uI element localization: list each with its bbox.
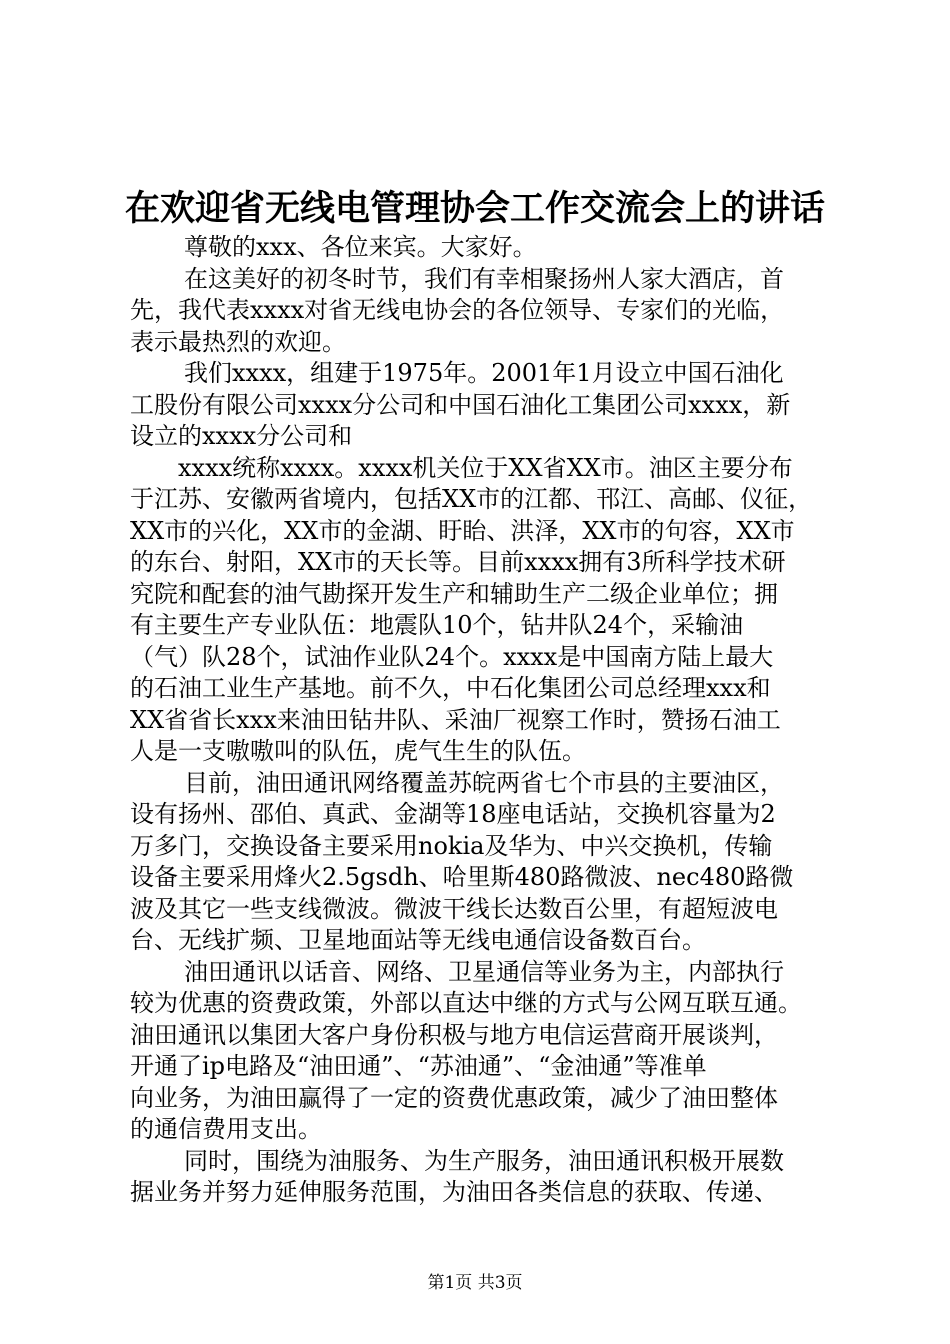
text-line: 在这美好的初冬时节，我们有幸相聚扬州人家大酒店，首 — [184, 264, 784, 293]
text-line: 目前，油田通讯网络覆盖苏皖两省七个市县的主要油区， — [184, 768, 784, 797]
document-title: 在欢迎省无线电管理协会工作交流会上的讲话 — [124, 188, 825, 229]
document-body — [130, 232, 830, 1209]
text-line: 万多门，交换设备主要采用nokia及华为、中兴交换机，传输 — [130, 831, 773, 860]
text-line: 工股份有限公司xxxx分公司和中国石油化工集团公司xxxx，新 — [130, 390, 791, 419]
text-line: 设备主要采用烽火2.5gsdh、哈里斯480路微波、nec480路微 — [130, 863, 794, 891]
text-line: 油田通讯以话音、网络、卫星通信等业务为主，内部执行 — [184, 957, 784, 986]
paragraph-network — [130, 768, 830, 957]
paragraph-overview — [130, 453, 830, 768]
text-line: XX市的兴化，XX市的金湖、盱眙、洪泽，XX市的句容，XX市 — [130, 516, 795, 545]
text-line: 先，我代表xxxx对省无线电协会的各位领导、专家们的光临， — [130, 296, 785, 324]
text-line: XX省省长xxx来油田钻井队、采油厂视察工作时，赞扬石油工 — [130, 705, 781, 734]
text-line: 的石油工业生产基地。前不久，中石化集团公司总经理xxx和 — [130, 674, 771, 702]
text-line: 向业务，为油田赢得了一定的资费优惠政策，减少了油田整体 — [130, 1083, 778, 1112]
text-line: 开通了ip电路及“油田通”、“苏油通”、“金油通”等准单 — [130, 1052, 707, 1080]
text-line: 设立的xxxx分公司和 — [130, 422, 353, 450]
text-line: 油田通讯以集团大客户身份积极与地方电信运营商开展谈判， — [130, 1020, 778, 1049]
text-line: 台、无线扩频、卫星地面站等无线电通信设备数百台。 — [130, 926, 706, 954]
text-line: 尊敬的xxx、各位来宾。大家好。 — [184, 233, 537, 261]
text-line: 同时，围绕为油服务、为生产服务，油田通讯积极开展数 — [184, 1146, 784, 1175]
paragraph-data-business — [130, 1146, 830, 1209]
paragraph-greeting — [130, 232, 830, 264]
text-line: 表示最热烈的欢迎。 — [130, 327, 346, 356]
text-line: 人是一支嗷嗷叫的队伍，虎气生生的队伍。 — [130, 737, 586, 765]
paragraph-welcome — [130, 264, 830, 359]
text-line: 波及其它一些支线微波。微波干线长达数百公里，有超短波电 — [130, 894, 778, 923]
paragraph-history — [130, 358, 830, 453]
text-line: 究院和配套的油气勘探开发生产和辅助生产二级企业单位；拥 — [130, 579, 778, 608]
text-line: xxxx统称xxxx。xxxx机关位于XX省XX市。油区主要分布 — [178, 453, 793, 482]
text-line: 于江苏、安徽两省境内，包括XX市的江都、邗江、高邮、仪征， — [130, 485, 813, 513]
paragraph-services — [130, 957, 830, 1146]
text-line: 有主要生产专业队伍：地震队10个，钻井队24个，采输油 — [130, 611, 744, 639]
text-line: 据业务并努力延伸服务范围，为油田各类信息的获取、传递、 — [130, 1178, 778, 1206]
text-line: 较为优惠的资费政策，外部以直达中继的方式与公网互联互通。 — [130, 989, 802, 1017]
text-line: （气）队28个，试油作业队24个。xxxx是中国南方陆上最大 — [130, 642, 774, 671]
text-line: 我们xxxx，组建于1975年。2001年1月设立中国石油化 — [184, 359, 784, 387]
text-line: 的东台、射阳，XX市的天长等。目前xxxx拥有3所科学技术研 — [130, 548, 786, 576]
text-line: 的通信费用支出。 — [130, 1115, 322, 1143]
text-line: 设有扬州、邵伯、真武、金湖等18座电话站，交换机容量为2 — [130, 800, 776, 828]
page-footer: 第1页 共3页 — [427, 1273, 523, 1293]
